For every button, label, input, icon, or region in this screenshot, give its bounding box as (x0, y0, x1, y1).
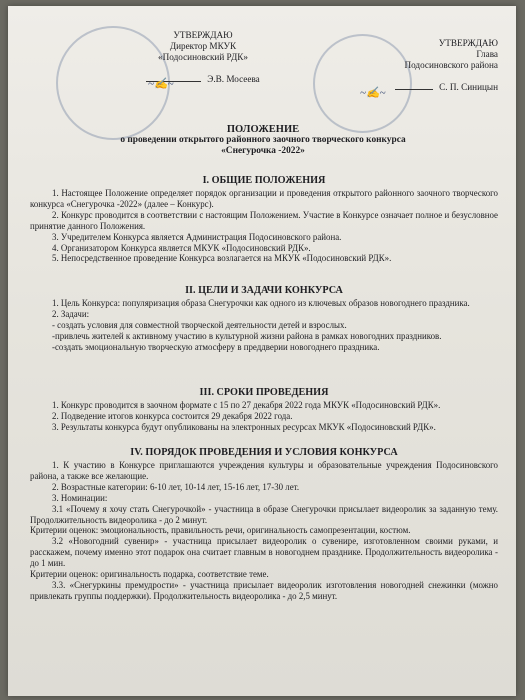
paragraph: -создать эмоциональную творческую атмосферу в преддверии новогоднего праздника. (52, 341, 380, 352)
paragraph: 1. Цель Конкурса: популяризация образа Снегурочки как одного из ключевых образов новогоднего праздника. (52, 298, 470, 308)
section-heading: I. ОБЩИЕ ПОЛОЖЕНИЯ (202, 175, 326, 186)
paragraph: 3. Номинации: (52, 492, 108, 503)
approval-signatory-name: С. П. Синицын (439, 82, 498, 92)
document-subtitle: о проведении открытого районного заочного творческого конкурса (120, 135, 406, 145)
paragraph: Критерии оценок: оригинальность подарка, соответствие теме. (30, 569, 269, 580)
section-heading: II. ЦЕЛИ И ЗАДАЧИ КОНКУРСА (185, 285, 343, 296)
approval-heading: УТВЕРЖДАЮ (173, 30, 233, 40)
section-general-provisions (30, 174, 498, 264)
paragraph: 1. Конкурс проводится в заочном формате с 15 по 27 декабря 2022 года МКУК «Подосиновский РДК». (52, 400, 441, 410)
document-title-block (48, 124, 478, 157)
section-heading: IV. ПОРЯДОК ПРОВЕДЕНИЯ И УСЛОВИЯ КОНКУРСА (130, 447, 398, 458)
handwritten-signature-right: ~✍~ (360, 87, 386, 99)
section-timeline (30, 386, 498, 433)
paragraph: 3. Учредителем Конкурса является Администрация Подосиновского района. (52, 231, 342, 242)
approval-block-right (348, 38, 498, 93)
section-heading: III. СРОКИ ПРОВЕДЕНИЯ (199, 387, 329, 398)
paragraph: 3.1 «Почему я хочу стать Снегурочкой» - участница в образе Снегурочки присылает видеоролик за заданную тему. Продолжительность видеоролика - до 2 минут. (30, 503, 498, 525)
paragraph: - создать условия для совместной творческой деятельности детей и взрослых. (52, 319, 347, 330)
approval-role: Директор МКУК (169, 41, 237, 51)
paragraph: 5. Непосредственное проведение Конкурса возлагается на МКУК «Подосиновский РДК». (52, 253, 392, 264)
approval-organization: «Подосиновский РДК» (158, 52, 248, 62)
paragraph: 2. Возрастные категории: 6-10 лет, 10-14 лет, 15-16 лет, 17-30 лет. (52, 481, 300, 492)
approval-heading: УТВЕРЖДАЮ (438, 38, 498, 48)
approval-organization: Подосиновского района (404, 60, 498, 70)
approval-signatory-name: Э.В. Мосеева (207, 74, 260, 84)
paragraph: 2. Конкурс проводится в соответствии с настоящим Положением. Участие в Конкурсе означает полное и безусловное принятие данного Положения. (30, 209, 498, 231)
paragraph: 3.3. «Снегуркины премудрости» - участница присылает видеоролик изготовления новогодней снежинки (можно привлекать группы поддержки). Продолжительность видеоролика - до 2,5 минут. (30, 579, 498, 601)
paragraph: 2. Задачи: (52, 308, 90, 319)
paragraph: Критерии оценок: эмоциональность, правильность речи, оригинальность самопрезентации, костюм. (30, 525, 411, 536)
paragraph: 4. Организатором Конкурса является МКУК «Подосиновский РДК». (52, 242, 311, 253)
signature-line (395, 89, 433, 90)
handwritten-signature-left: ~✍~ (148, 78, 174, 90)
paragraph: 2. Подведение итогов конкурса состоится 29 декабря 2022 года. (52, 410, 293, 421)
section-goals-tasks (30, 284, 498, 353)
paragraph: -привлечь жителей к активному участию в культурной жизни района в рамках новогодних праздников. (52, 330, 442, 341)
paragraph: 3. Результаты конкурса будут опубликованы на электронных ресурсах МКУК «Подосиновский РДК». (52, 421, 436, 432)
approval-role: Глава (476, 49, 498, 59)
paragraph: 1. Настоящее Положение определяет порядок организации и проведения открытого районного заочного творческого конкурса «Снегурочка -2022» (далее – Конкурс). (30, 188, 498, 209)
section-procedure-conditions (30, 446, 498, 602)
paragraph: 1. К участию в Конкурсе приглашаются учреждения культуры и образовательные учреждения Подосиновского района, а также все желающие. (30, 460, 498, 481)
document-title: ПОЛОЖЕНИЕ (226, 124, 300, 135)
document-page (8, 6, 516, 696)
paragraph: 3.2 «Новогодний сувенир» - участница присылает видеоролик о сувенире, изготовленном своими руками, и расскажем, почему именно этот подарок она считает главным в новогоднем празднике. Продолжительность видеоролика - до 1 мин. (30, 536, 498, 569)
contest-name: «Снегурочка -2022» (221, 146, 305, 156)
